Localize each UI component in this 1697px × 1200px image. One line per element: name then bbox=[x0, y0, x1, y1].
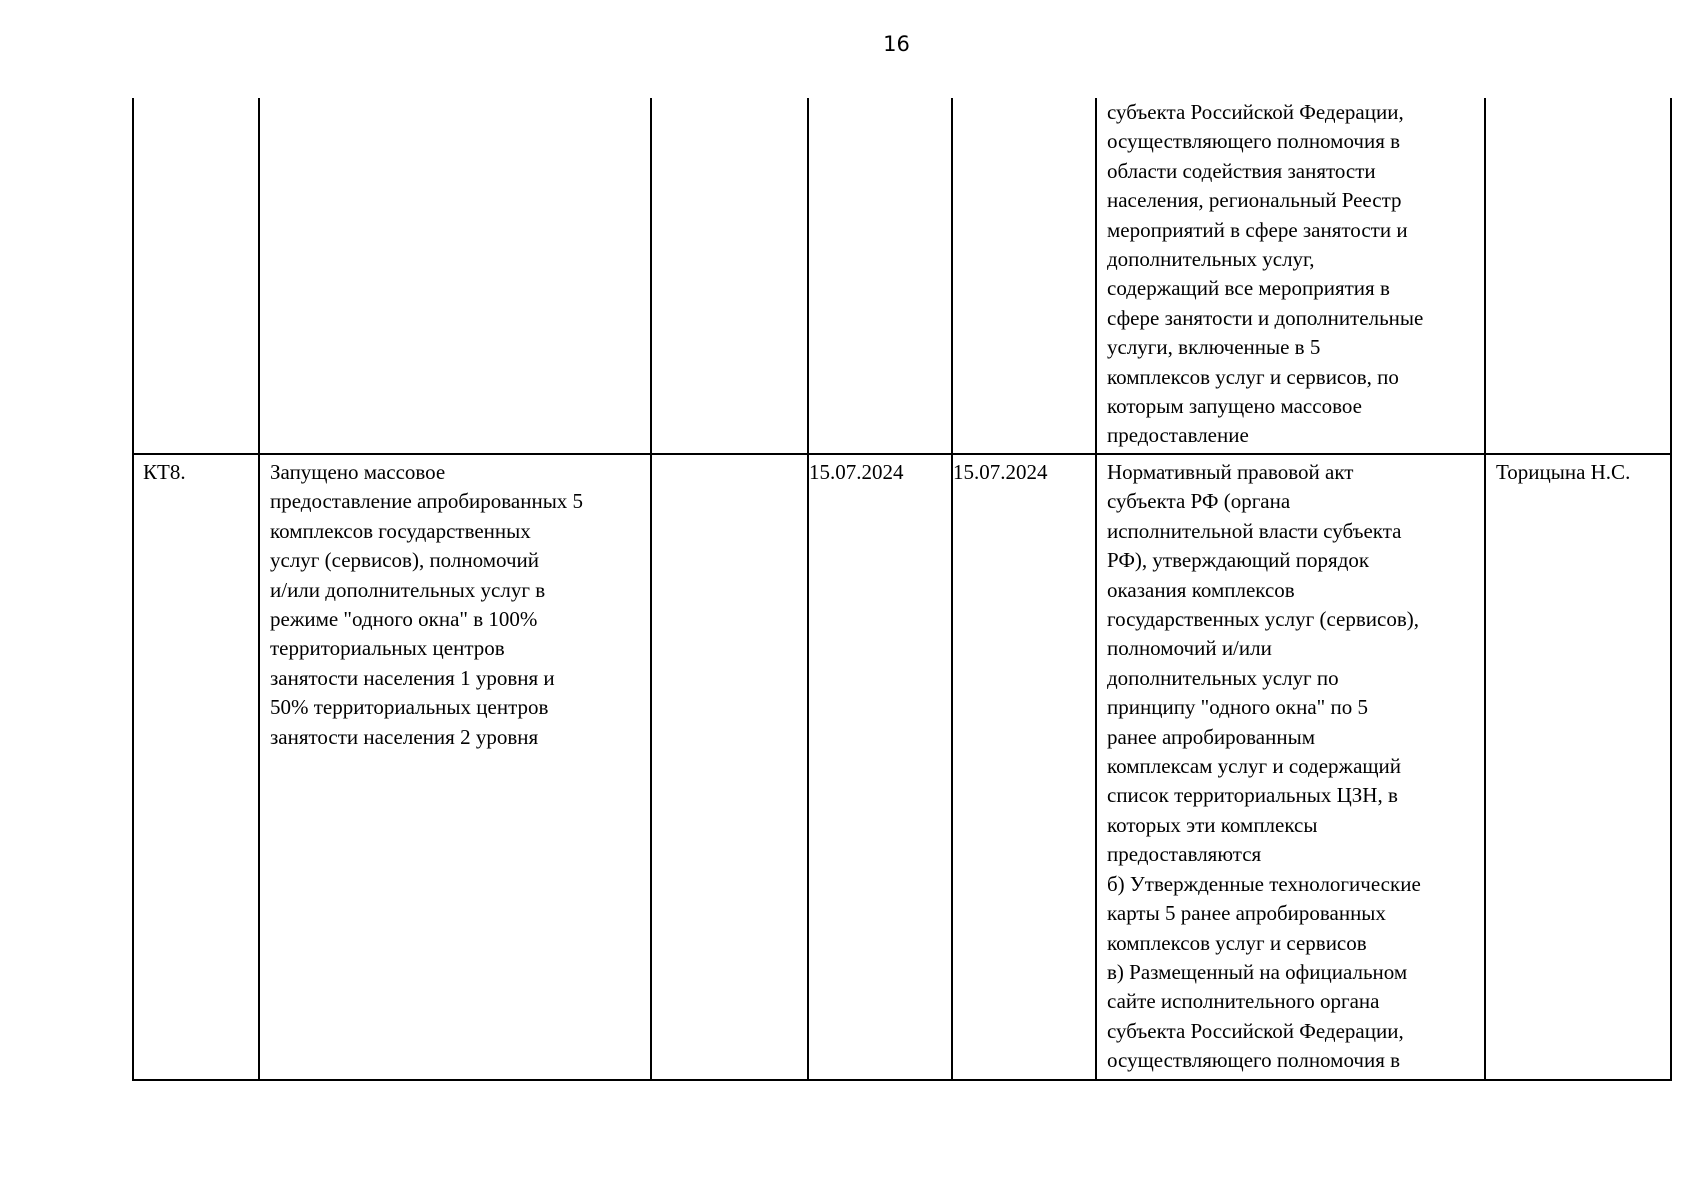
text-line: территориальных центров bbox=[270, 636, 505, 661]
text-line: услуг (сервисов), полномочий bbox=[270, 548, 540, 573]
text-line: Запущено массовое bbox=[270, 460, 446, 484]
text-line: комплексов государственных bbox=[270, 518, 531, 543]
row-divider bbox=[132, 453, 1672, 455]
text-line: услуги, включенные в 5 bbox=[1107, 335, 1321, 360]
column-divider bbox=[258, 98, 260, 1081]
column-divider bbox=[650, 98, 652, 1081]
text-line: дополнительных услуг по bbox=[1107, 665, 1339, 690]
text-line: сайте исполнительного органа bbox=[1107, 989, 1380, 1014]
text-line: населения, региональный Реестр bbox=[1107, 188, 1402, 213]
text-line: области содействия занятости bbox=[1107, 158, 1376, 183]
text-line: принципу "одного окна" по 5 bbox=[1107, 695, 1368, 720]
text-line: которых эти комплексы bbox=[1107, 812, 1318, 837]
result-cell bbox=[1107, 458, 1421, 1076]
text-line: занятости населения 2 уровня bbox=[270, 724, 539, 749]
text-line: режиме "одного окна" в 100% bbox=[270, 607, 538, 632]
text-line: предоставляются bbox=[1107, 842, 1262, 867]
page-number: 16 bbox=[883, 32, 910, 56]
row-code-cell: КТ8. bbox=[143, 460, 186, 484]
column-divider bbox=[807, 98, 809, 1081]
text-line: оказания комплексов bbox=[1107, 577, 1295, 602]
text-line: субъекта РФ (органа bbox=[1107, 489, 1291, 514]
text-line: комплексов услуг и сервисов bbox=[1107, 930, 1367, 955]
text-line: список территориальных ЦЗН, в bbox=[1107, 783, 1398, 808]
text-line: субъекта Российской Федерации, bbox=[1107, 100, 1404, 124]
text-line: комплексов услуг и сервисов, по bbox=[1107, 364, 1399, 389]
text-line: РФ), утверждающий порядок bbox=[1107, 548, 1370, 573]
text-line: которым запущено массовое bbox=[1107, 394, 1362, 419]
text-line: предоставление bbox=[1107, 423, 1249, 448]
text-line: занятости населения 1 уровня и bbox=[270, 665, 555, 690]
text-line: государственных услуг (сервисов), bbox=[1107, 607, 1419, 632]
column-divider bbox=[951, 98, 953, 1081]
text-line: сфере занятости и дополнительные bbox=[1107, 305, 1424, 330]
row-title-cell bbox=[270, 458, 583, 752]
text-line: б) Утвержденные технологические bbox=[1107, 871, 1421, 896]
table-border-bottom bbox=[132, 1079, 1672, 1081]
text-line: предоставление апробированных 5 bbox=[270, 489, 584, 514]
table-border-right bbox=[1670, 98, 1672, 1081]
text-line: в) Размещенный на официальном bbox=[1107, 959, 1408, 984]
text-line: дополнительных услуг, bbox=[1107, 247, 1315, 272]
table-border-left bbox=[132, 98, 134, 1081]
text-line: и/или дополнительных услуг в bbox=[270, 577, 546, 602]
text-line: осуществляющего полномочия в bbox=[1107, 1048, 1401, 1073]
text-line: 50% территориальных центров bbox=[270, 695, 549, 720]
responsible-cell: Торицына Н.С. bbox=[1496, 460, 1631, 484]
text-line: Нормативный правовой акт bbox=[1107, 460, 1354, 484]
start-date-cell: 15.07.2024 bbox=[809, 460, 904, 484]
text-line: полномочий и/или bbox=[1107, 636, 1272, 661]
text-line: ранее апробированным bbox=[1107, 724, 1315, 749]
text-line: исполнительной власти субъекта bbox=[1107, 518, 1402, 543]
continued-result-cell bbox=[1107, 98, 1423, 451]
column-divider bbox=[1484, 98, 1486, 1081]
text-line: осуществляющего полномочия в bbox=[1107, 129, 1401, 154]
column-divider bbox=[1095, 98, 1097, 1081]
end-date-cell: 15.07.2024 bbox=[953, 460, 1048, 484]
text-line: содержащий все мероприятия в bbox=[1107, 276, 1390, 301]
text-line: комплексам услуг и содержащий bbox=[1107, 754, 1402, 779]
text-line: субъекта Российской Федерации, bbox=[1107, 1018, 1404, 1043]
text-line: мероприятий в сфере занятости и bbox=[1107, 217, 1408, 242]
text-line: карты 5 ранее апробированных bbox=[1107, 901, 1386, 926]
